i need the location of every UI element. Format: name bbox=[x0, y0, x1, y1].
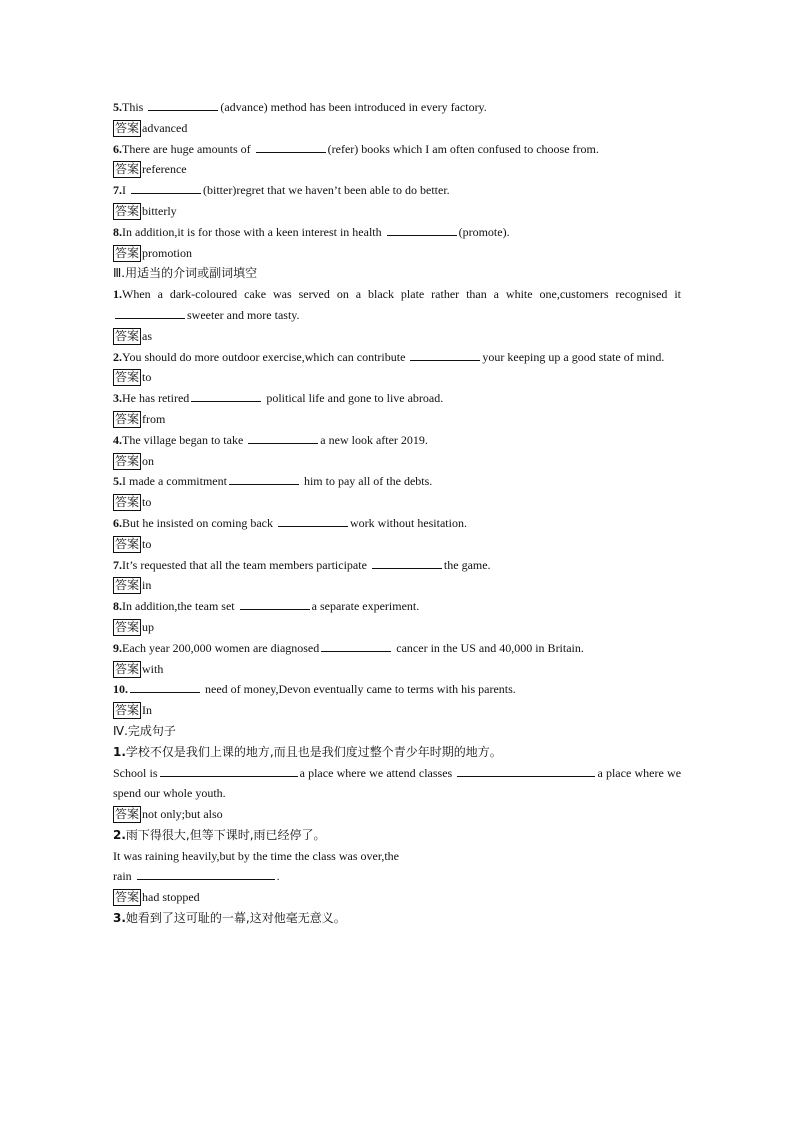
answer-blank bbox=[321, 638, 391, 652]
answer-label: 答案 bbox=[115, 411, 140, 426]
question: 7.I (bitter)regret that we haven’t been able to do better. bbox=[113, 180, 681, 201]
answer-line: 答案 from bbox=[115, 411, 166, 426]
answer-label: 答案 bbox=[115, 807, 140, 822]
section-title: Ⅲ.用适当的介词或副词填空 bbox=[113, 266, 258, 281]
answer-blank bbox=[131, 180, 201, 194]
answer-label: 答案 bbox=[115, 890, 140, 905]
answer-line: 答案 in bbox=[115, 578, 152, 593]
question: 7.It’s requested that all the team members participate the game. bbox=[113, 555, 681, 576]
part2-tail bbox=[113, 97, 681, 263]
answer-line: 答案 promotion bbox=[115, 245, 193, 260]
answer-blank bbox=[130, 679, 200, 693]
answer-label: 答案 bbox=[115, 162, 140, 177]
answer-line: 答案 to bbox=[115, 536, 152, 551]
question: 2.You should do more outdoor exercise,which can contribute your keeping up a good state of mind. bbox=[113, 347, 681, 368]
answer-line: 答案 as bbox=[115, 328, 153, 343]
answer-line: 答案 had stopped bbox=[115, 890, 200, 905]
question: 9.Each year 200,000 women are diagnosed cancer in the US and 40,000 in Britain. bbox=[113, 638, 681, 659]
answer-blank bbox=[160, 763, 298, 777]
answer-label: 答案 bbox=[115, 453, 140, 468]
answer-blank bbox=[410, 347, 480, 361]
answer-label: 答案 bbox=[115, 120, 140, 135]
answer-blank bbox=[148, 97, 218, 111]
answer-label: 答案 bbox=[115, 328, 140, 343]
answer-line: 答案 bitterly bbox=[115, 203, 177, 218]
answer-line: 答案 on bbox=[115, 453, 155, 468]
answer-blank bbox=[137, 866, 275, 880]
answer-label: 答案 bbox=[115, 536, 140, 551]
answer-label: 答案 bbox=[115, 370, 140, 385]
section-title: Ⅳ.完成句子 bbox=[113, 723, 176, 738]
answer-blank bbox=[457, 763, 595, 777]
question: 4.The village began to take a new look after 2019. bbox=[113, 430, 681, 451]
answer-blank bbox=[256, 139, 326, 153]
section-3 bbox=[113, 263, 681, 721]
answer-label: 答案 bbox=[115, 661, 140, 676]
answer-blank bbox=[229, 471, 299, 485]
answer-label: 答案 bbox=[115, 245, 140, 260]
question-chinese: 2.雨下得很大,但等下课时,雨已经停了。 bbox=[113, 827, 326, 842]
question: 5.I made a commitment him to pay all of the debts. bbox=[113, 471, 681, 492]
answer-line: 答案 advanced bbox=[115, 120, 188, 135]
answer-label: 答案 bbox=[115, 495, 140, 510]
question: 8.In addition,the team set a separate experiment. bbox=[113, 596, 681, 617]
question: 3.He has retired political life and gone to live abroad. bbox=[113, 388, 681, 409]
question: 6.But he insisted on coming back work without hesitation. bbox=[113, 513, 681, 534]
answer-label: 答案 bbox=[115, 578, 140, 593]
answer-line: 答案 In bbox=[115, 703, 153, 718]
answer-label: 答案 bbox=[115, 619, 140, 634]
answer-line: 答案 up bbox=[115, 619, 155, 634]
answer-label: 答案 bbox=[115, 203, 140, 218]
question: 10. need of money,Devon eventually came to terms with his parents. bbox=[113, 679, 681, 700]
answer-blank bbox=[240, 596, 310, 610]
answer-label: 答案 bbox=[115, 703, 140, 718]
answer-blank bbox=[387, 222, 457, 236]
answer-blank bbox=[278, 513, 348, 527]
answer-blank bbox=[248, 430, 318, 444]
worksheet-page bbox=[113, 97, 681, 929]
question-english: It was raining heavily,but by the time the class was over,the rain . bbox=[113, 848, 399, 884]
answer-line: 答案 to bbox=[115, 495, 152, 510]
question-chinese: 1.学校不仅是我们上课的地方,而且也是我们度过整个青少年时期的地方。 bbox=[113, 744, 502, 759]
section-4 bbox=[113, 721, 681, 929]
answer-line: 答案 to bbox=[115, 370, 152, 385]
question-chinese: 3.她看到了这可耻的一幕,这对他毫无意义。 bbox=[113, 911, 346, 926]
question-english: School is a place where we attend classes a place where we spend our whole youth. bbox=[113, 763, 681, 805]
question: 1.When a dark-coloured cake was served on a black plate rather than a white one,customers recognised it sweeter and more tasty. bbox=[113, 287, 681, 322]
answer-line: 答案 with bbox=[115, 661, 164, 676]
question: 5.This (advance) method has been introduced in every factory. bbox=[113, 97, 681, 118]
answer-blank bbox=[191, 388, 261, 402]
question: 8.In addition,it is for those with a keen interest in health (promote). bbox=[113, 222, 681, 243]
answer-blank bbox=[115, 305, 185, 319]
answer-blank bbox=[372, 555, 442, 569]
question: 6.There are huge amounts of (refer) books which I am often confused to choose from. bbox=[113, 139, 681, 160]
answer-line: 答案 reference bbox=[115, 162, 187, 177]
answer-line: 答案 not only;but also bbox=[115, 807, 223, 822]
